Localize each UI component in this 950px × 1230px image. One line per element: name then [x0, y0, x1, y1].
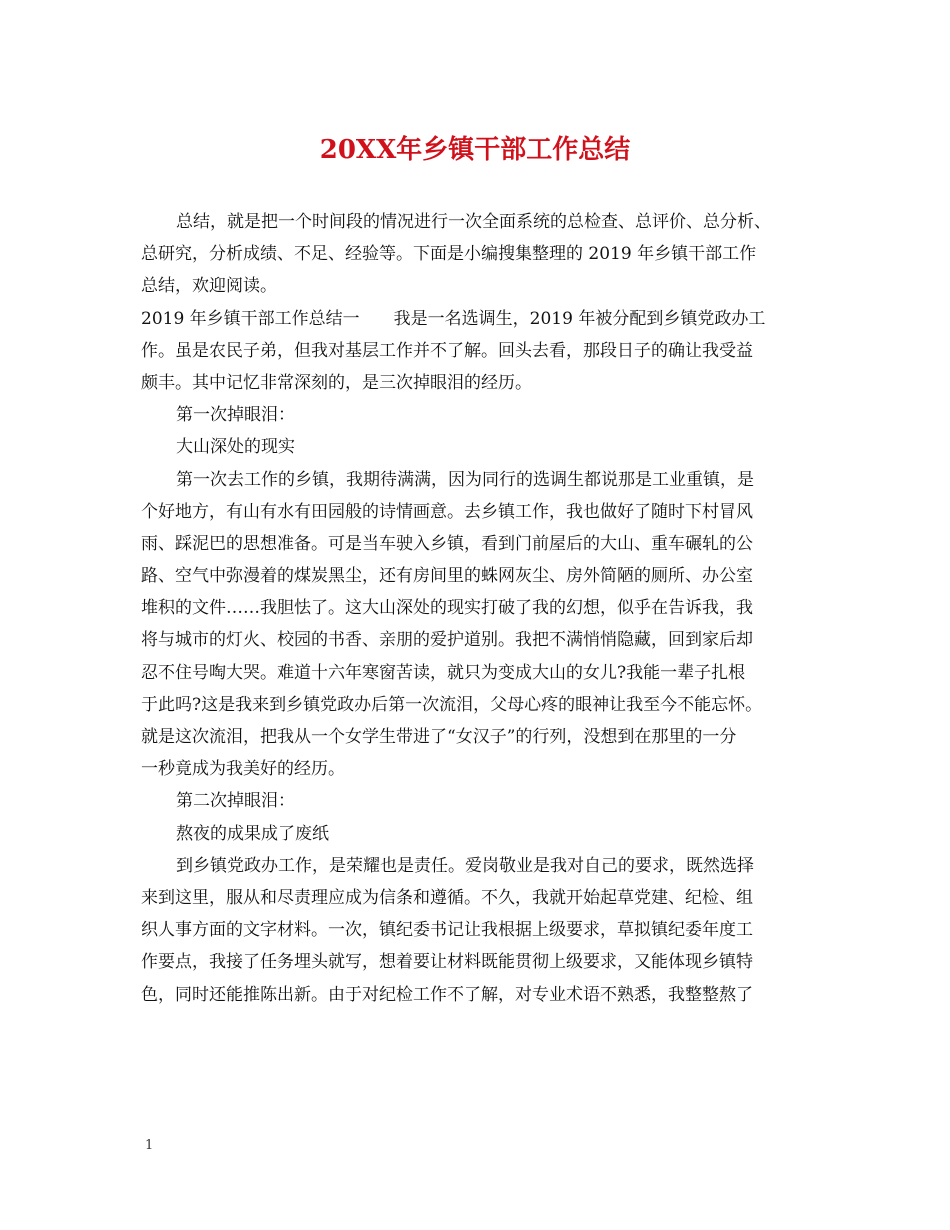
- text-line: 颇丰。其中记忆非常深刻的，是三次掉眼泪的经历。: [141, 372, 532, 393]
- text-line: 作。虽是农民子弟，但我对基层工作并不了解。回头去看，那段日子的确让我受益: [141, 340, 753, 361]
- section-subheading: 大山深处的现实: [176, 437, 295, 458]
- document-body: [141, 206, 813, 1011]
- section-heading: 第一次掉眼泪：: [176, 405, 295, 426]
- text-line: 来到这里，服从和尽责理应成为信条和遵循。不久，我就开始起草党建、纪检、组: [141, 887, 753, 908]
- text-line: 一秒竟成为我美好的经历。: [141, 759, 345, 780]
- text-line: 色，同时还能推陈出新。由于对纪检工作不了解，对专业术语不熟悉，我整整熬了: [141, 984, 753, 1005]
- text-line: 将与城市的灯火、校园的书香、亲朋的爱护道别。我把不满悄悄隐藏，回到家后却: [141, 630, 753, 651]
- document-title: 20XX年乡镇干部工作总结: [319, 135, 631, 165]
- text-line: 总结，就是把一个时间段的情况进行一次全面系统的总检查、总评价、总分析、: [176, 212, 771, 232]
- text-line: 路、空气中弥漫着的煤炭黑尘，还有房间里的蛛网灰尘、房外简陋的厕所、办公室: [141, 566, 753, 587]
- text-line: 总结，欢迎阅读。: [141, 276, 277, 297]
- section-heading: 第二次掉眼泪：: [176, 791, 295, 812]
- text-line: 总研究，分析成绩、不足、经验等。下面是小编搜集整理的 2019 年乡镇干部工作: [141, 244, 757, 265]
- text-line: 于此吗?这是我来到乡镇党政办后第一次流泪，父母心疼的眼神让我至今不能忘怀。: [141, 694, 763, 715]
- text-line: 就是这次流泪，把我从一个女学生带进了“女汉子”的行列，没想到在那里的一分: [141, 727, 737, 747]
- text-line: 个好地方，有山有水有田园般的诗情画意。去乡镇工作，我也做好了随时下村冒风: [141, 501, 753, 522]
- text-line: 雨、踩泥巴的思想准备。可是当车驶入乡镇，看到门前屋后的大山、重车碾轧的公: [141, 533, 753, 554]
- section-subheading: 熬夜的成果成了废纸: [176, 823, 329, 844]
- text-line: 织人事方面的文字材料。一次，镇纪委书记让我根据上级要求，草拟镇纪委年度工: [141, 920, 753, 941]
- text-line: 堆积的文件……我胆怯了。这大山深处的现实打破了我的幻想，似乎在告诉我，我: [141, 598, 753, 619]
- text-line: 2019 年乡镇干部工作总结一 我是一名选调生，2019 年被分配到乡镇党政办工: [141, 308, 766, 329]
- text-line: 第一次去工作的乡镇，我期待满满，因为同行的选调生都说那是工业重镇，是: [176, 469, 754, 490]
- text-line: 忍不住号啕大哭。难道十六年寒窗苦读，就只为变成大山的女儿?我能一辈子扎根: [141, 662, 746, 683]
- text-line: 到乡镇党政办工作，是荣耀也是责任。爱岗敬业是我对自己的要求，既然选择: [176, 855, 754, 876]
- text-line: 作要点，我接了任务埋头就写，想着要让材料既能贯彻上级要求，又能体现乡镇特: [141, 952, 753, 973]
- page-number: 1: [145, 1138, 154, 1153]
